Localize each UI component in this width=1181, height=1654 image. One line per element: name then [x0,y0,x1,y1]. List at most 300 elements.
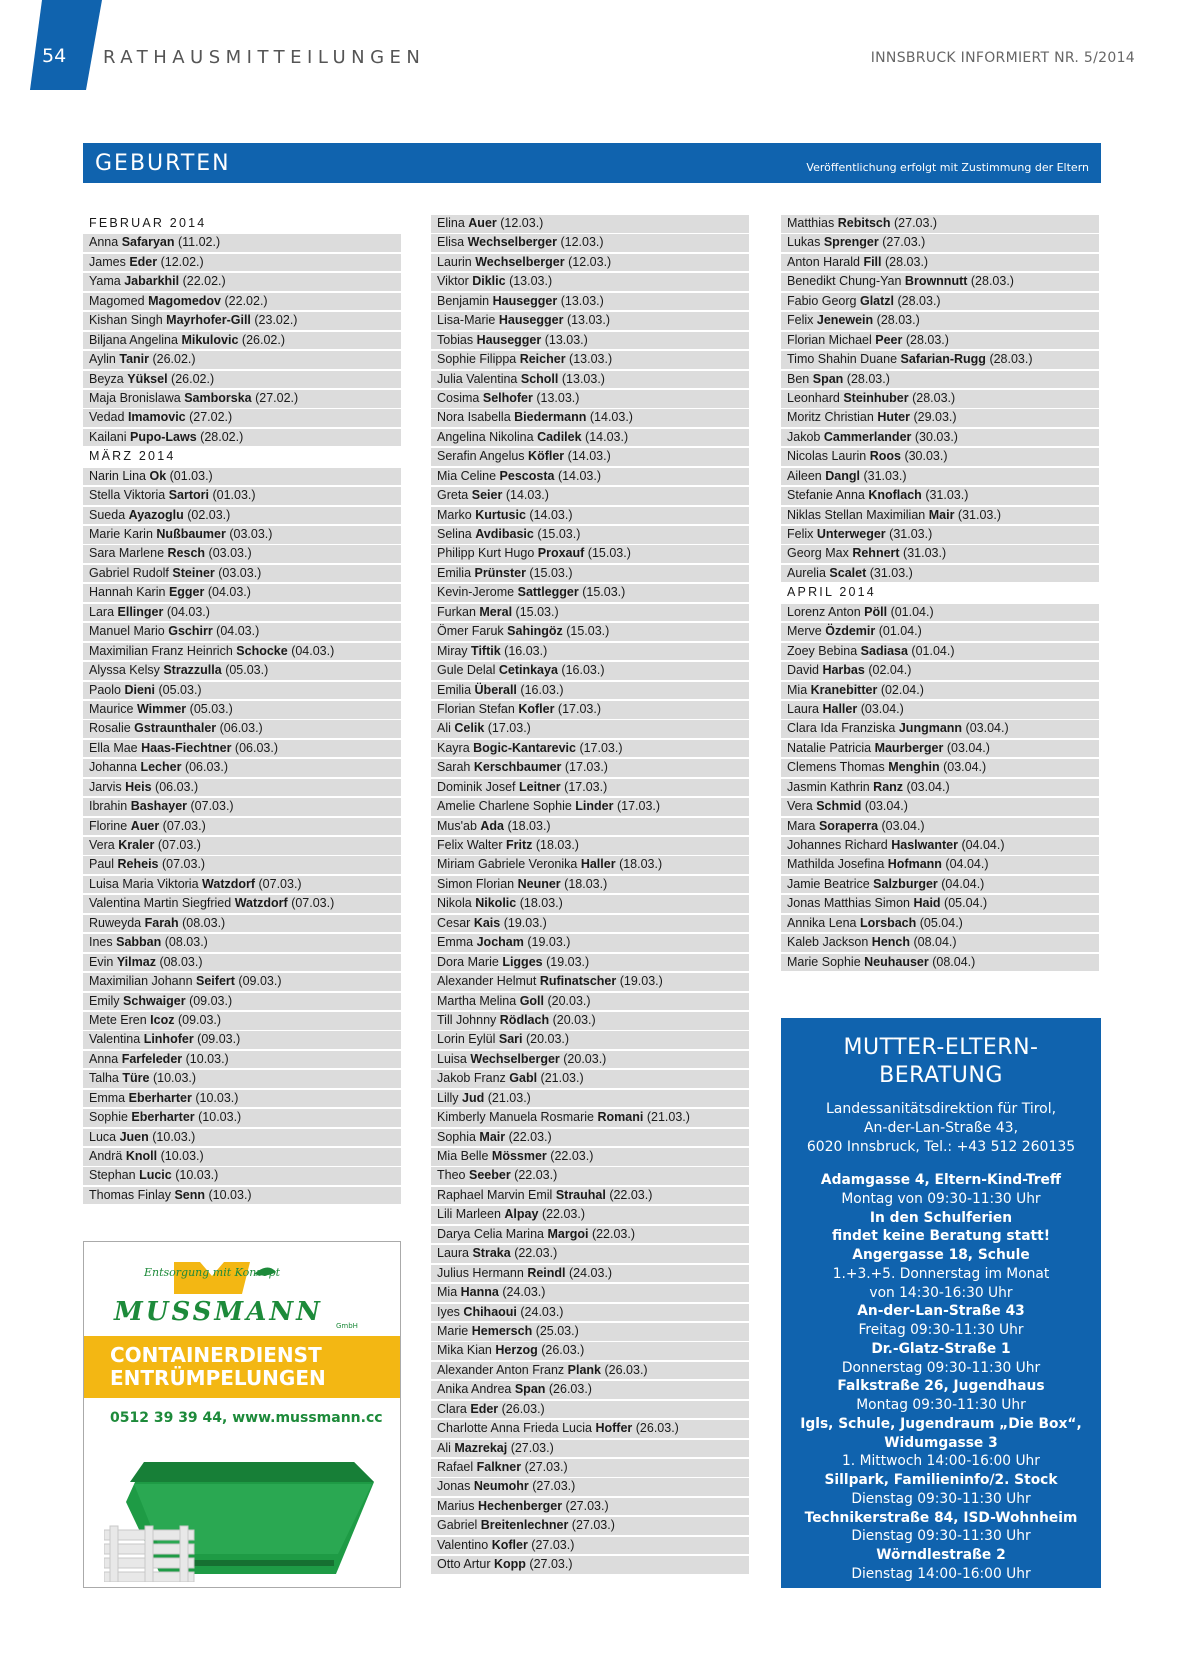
birth-entry [431,701,749,719]
first-names: Moritz Christian [787,410,874,425]
first-names: Clemens Thomas [787,760,885,775]
birth-date: (07.03.) [157,838,201,852]
birth-date: (08.03.) [159,954,203,969]
first-names: Lukas [787,235,821,250]
first-names: Ali [437,721,451,736]
first-names: Alexander Helmut [437,974,537,989]
surname: Hemersch [471,1323,533,1338]
birth-entry [83,545,401,563]
birth-date: (26.02.) [171,371,215,386]
first-names: Miray [437,643,468,658]
surname: Pöll [864,604,888,619]
box-title-line-1: MUTTER-ELTERN- [843,1035,1039,1060]
address-line: 6020 Innsbruck, Tel.: +43 512 260135 [806,1139,1076,1155]
first-names: Lisa-Marie [437,313,496,328]
surname: Yüksel [127,371,168,386]
birth-date: (29.03.) [913,410,957,425]
birth-date: (15.03.) [582,585,626,600]
birth-date: (06.03.) [219,721,263,736]
birth-entry [83,798,401,816]
birth-date: (17.03.) [579,740,623,755]
schedule-location: Falkstraße 26, Jugendhaus [837,1378,1045,1395]
birth-entry [431,798,749,816]
first-names: Fabio Georg [787,293,857,308]
surname: Cadilek [537,429,582,444]
birth-entry [83,954,401,972]
first-names: Aurelia [787,565,826,580]
surname: Huter [877,410,910,425]
banner-title: GEBURTEN [95,151,231,176]
birth-date: (22.02.) [224,293,268,308]
birth-entry [781,351,1099,369]
surname: Kranebitter [810,682,878,697]
birth-entry [781,390,1099,408]
first-names: Elina [437,216,465,230]
birth-entry [431,351,749,369]
birth-date: (11.02.) [177,235,221,250]
birth-date: (19.03.) [619,974,663,989]
surname: Safaryan [121,235,175,250]
surname: Magomedov [148,293,222,308]
surname: Alpay [504,1207,539,1222]
box-schedule [781,1171,1101,1584]
birth-entry [781,234,1099,252]
first-names: Serafin Angelus [437,449,525,464]
surname: Brownnutt [904,274,968,289]
surname: Fritz [506,838,533,852]
surname: Tiftik [471,643,501,658]
birth-date: (27.03.) [529,1557,573,1572]
birth-entry [83,934,401,952]
birth-date: (07.03.) [258,876,302,891]
first-names: Sophie [89,1110,128,1125]
surname: Heis [125,779,152,794]
birth-entry [781,526,1099,544]
first-names: Luisa Maria Viktoria [89,876,199,891]
surname: Falkner [476,1460,522,1474]
schedule-time: Dienstag 09:30-11:30 Uhr [851,1528,1031,1545]
surname: Jenewein [816,313,874,328]
birth-entry [431,1323,749,1341]
birth-entry [83,720,401,738]
birth-date: (31.03.) [903,546,947,561]
birth-entry [83,895,401,913]
surname: Gschirr [168,624,213,639]
first-names: Ruweyda [89,915,142,930]
birth-date: (09.03.) [197,1032,241,1047]
birth-entry [781,468,1099,486]
birth-entry [83,973,401,991]
surname: Rebitsch [837,216,891,230]
birth-date: (26.02.) [241,332,285,347]
surname: Knoll [125,1149,158,1163]
surname: Cetinkaya [498,663,558,678]
surname: Tanir [119,352,149,367]
first-names: Jarvis [89,779,122,794]
surname: Resch [167,546,206,561]
first-names: Tobias [437,332,474,347]
first-names: Vedad [89,410,125,425]
first-names: Marius [437,1498,475,1513]
birth-entry [83,390,401,408]
birth-date: (26.03.) [548,1382,592,1397]
birth-entry [781,312,1099,330]
birth-date: (16.03.) [520,682,564,697]
banner-note: Veröffentlichung erfolgt mit Zustimmung der Eltern [806,161,1089,174]
surname: Straka [472,1246,511,1261]
surname: Wechselberger [467,235,557,250]
birth-date: (07.03.) [162,857,206,872]
surname: Plank [567,1362,602,1377]
birth-entry [781,643,1099,661]
birth-date: (31.03.) [869,565,913,580]
first-names: Sara Marlene [89,546,165,561]
surname: Samborska [184,390,252,405]
birth-date: (31.03.) [863,468,907,483]
birth-date: (02.03.) [187,507,231,522]
surname: Rehnert [852,546,900,561]
birth-date: (13.03.) [509,274,553,289]
first-names: Kishan Singh [89,313,163,328]
first-names: Mete Eren [89,1012,147,1027]
birth-entry [431,254,749,272]
surname: Kais [473,915,501,930]
birth-entry [781,876,1099,894]
birth-date: (22.03.) [591,1226,636,1241]
birth-entry [431,1478,749,1496]
surname: Eder [470,1401,499,1416]
births-column-1 [83,215,401,1206]
first-names: Sarah [437,760,471,775]
birth-entry [431,1537,749,1555]
birth-entry [781,409,1099,427]
first-names: Gabriel Rudolf [89,565,169,580]
birth-entry [83,682,401,700]
birth-entry [83,371,401,389]
first-names: Dominik Josef [437,779,516,794]
surname: Cammerlander [823,429,912,444]
first-names: Anna [89,1051,119,1066]
first-names: Mika Kian [437,1343,492,1358]
first-names: Charlotte Anna Frieda Lucia [437,1421,592,1436]
first-names: Lara [89,604,115,619]
surname: Neumohr [473,1479,529,1494]
birth-date: (27.03.) [882,235,926,250]
birth-entry [431,1381,749,1399]
schedule-time: Freitag 09:30-11:30 Uhr [858,1322,1024,1338]
birth-date: (17.03.) [616,799,661,814]
first-names: Mara [787,818,816,833]
parent-counselling-box [781,1018,1101,1588]
surname: Ranz [873,779,904,794]
birth-entry [781,507,1099,525]
birth-date: (14.03.) [529,507,573,522]
first-names: Philipp Kurt Hugo [437,546,535,561]
birth-date: (08.04.) [913,935,957,950]
ad-headline-1: CONTAINERDIENST [110,1343,322,1367]
first-names: Emily [89,993,120,1008]
first-names: Marie Sophie [787,954,861,969]
surname: Sari [498,1032,523,1047]
birth-date: (10.03.) [208,1187,252,1202]
first-names: Vera [89,838,115,852]
birth-date: (18.03.) [519,896,563,911]
surname: Rödlach [499,1012,550,1027]
birth-entry [431,293,749,311]
surname: Chihaoui [463,1304,517,1319]
birth-entry [781,915,1099,933]
surname: Seeber [468,1168,511,1183]
schedule-time: von 14:30-16:30 Uhr [869,1284,1013,1301]
births-banner [83,143,1101,183]
birth-entry [83,468,401,486]
surname: Pescosta [499,468,555,483]
first-names: Jamie Beatrice [787,876,870,891]
birth-date: (12.02.) [160,254,204,269]
surname: Hench [871,935,910,950]
surname: Scholl [520,371,559,386]
section-title: RATHAUSMITTEILUNGEN [103,47,426,68]
surname: Goll [519,993,544,1008]
first-names: Felix Walter [437,838,503,852]
birth-date: (21.03.) [540,1071,584,1086]
address-line: An-der-Lan-Straße 43, [863,1120,1019,1136]
surname: Bogic-Kantarevic [473,740,576,755]
first-names: Rosalie [89,721,131,736]
birth-entry [431,215,749,233]
first-names: Clara [437,1401,467,1416]
birth-entry [83,254,401,272]
surname: Soraperra [818,818,879,833]
surname: Imamovic [127,410,186,425]
birth-date: (18.03.) [535,838,579,852]
birth-entry [431,1420,749,1438]
schedule-time: Donnerstag 09:30-11:30 Uhr [841,1359,1041,1376]
surname: Biedermann [514,410,587,425]
surname: Reicher [519,352,566,367]
birth-date: (03.04.) [943,760,987,775]
birth-date: (14.03.) [589,410,633,425]
first-names: Biljana Angelina [89,332,178,347]
box-title [781,1034,1101,1090]
surname: Eder [129,254,158,269]
surname: Steinhuber [843,390,909,405]
first-names: Otto Artur [437,1557,491,1572]
surname: Menghin [888,760,940,775]
first-names: Valentino [437,1537,489,1552]
birth-date: (22.03.) [514,1168,558,1183]
birth-entry [781,954,1099,972]
surname: Strazzulla [163,663,222,678]
first-names: Luisa [437,1051,467,1066]
surname: Sartori [168,488,209,503]
surname: Watzdorf [234,896,288,911]
schedule-time: Dienstag 09:30-11:30 Uhr [851,1490,1031,1507]
birth-entry [431,1556,749,1574]
birth-entry [431,1342,749,1360]
birth-entry [781,604,1099,622]
surname: Fill [863,254,882,269]
surname: Peer [875,332,903,347]
first-names: Marie [437,1323,469,1338]
box-address [781,1100,1101,1157]
surname: Kraler [118,838,155,852]
first-names: Lorenz Anton [787,604,861,619]
surname: Farfeleder [121,1051,183,1066]
birth-entry [83,740,401,758]
birth-date: (19.03.) [527,935,571,950]
surname: Überall [474,682,517,697]
birth-date: (04.03.) [166,604,210,619]
birth-date: (08.04.) [932,954,976,969]
schedule-time: 1. Mittwoch 14:00-16:00 Uhr [842,1453,1040,1470]
birth-date: (04.04.) [945,857,989,872]
birth-entry [431,1245,749,1263]
first-names: Cesar [437,915,471,930]
birth-entry [83,234,401,252]
first-names: Dora Marie [437,954,499,969]
first-names: Amelie Charlene Sophie [437,799,572,814]
first-names: Lili Marleen [437,1207,501,1222]
birth-date: (03.03.) [218,565,262,580]
first-names: Sophia [437,1129,476,1144]
birth-entry [781,565,1099,583]
birth-entry [781,371,1099,389]
surname: Glatzl [859,293,895,308]
surname: Hechenberger [478,1498,563,1513]
surname: Hofmann [887,857,942,872]
first-names: Talha [89,1071,119,1086]
birth-date: (03.04.) [864,799,908,814]
birth-date: (14.03.) [567,449,611,464]
surname: Gstraunthaler [134,721,217,736]
schedule-time: 1.+3.+5. Donnerstag im Monat [832,1265,1050,1282]
birth-entry [431,993,749,1011]
first-names: Maja Bronislawa [89,390,181,405]
birth-date: (27.02.) [255,390,299,405]
birth-entry [431,1109,749,1127]
surname: Yilmaz [116,954,156,969]
first-names: Georg Max [787,546,849,561]
birth-date: (20.03.) [563,1051,607,1066]
birth-date: (03.04.) [906,779,950,794]
surname: Egger [168,585,205,600]
birth-date: (02.04.) [868,663,912,678]
first-names: Laura [437,1246,469,1261]
birth-date: (22.03.) [514,1246,558,1261]
first-names: Ines [89,935,113,950]
birth-date: (22.03.) [508,1129,552,1144]
surname: Auer [130,818,160,833]
first-names: Jakob Franz [437,1071,506,1086]
first-names: Stephan [89,1168,136,1183]
surname: Sprenger [823,235,879,250]
first-names: Nicolas Laurin [787,449,867,464]
birth-entry [431,332,749,350]
first-names: Elisa [437,235,465,250]
birth-entry [431,1284,749,1302]
surname: Mazrekaj [454,1440,508,1455]
birth-date: (21.03.) [487,1090,531,1105]
birth-entry [781,448,1099,466]
first-names: Furkan [437,604,476,619]
page-number: 54 [42,45,67,67]
birth-date: (12.03.) [500,216,544,230]
first-names: Emma [437,935,474,950]
birth-date: (20.03.) [525,1032,570,1047]
birth-entry [83,273,401,291]
schedule-time: Montag 09:30-11:30 Uhr [856,1397,1026,1413]
birth-date: (05.04.) [944,896,988,911]
births-column-2 [431,215,749,1576]
first-names: Viktor [437,274,469,289]
surname: Kerschbaumer [473,760,562,775]
month-heading: MÄRZ 2014 [83,448,401,466]
birth-date: (04.03.) [291,643,335,658]
surname: Sabban [116,935,162,950]
birth-entry [431,1401,749,1419]
first-names: Maximilian Franz Heinrich [89,643,233,658]
birth-date: (28.03.) [885,254,929,269]
birth-entry [83,332,401,350]
birth-entry [83,915,401,933]
birth-date: (10.03.) [198,1110,242,1125]
first-names: Vera [787,799,813,814]
birth-entry [431,662,749,680]
birth-entry [431,895,749,913]
birth-date: (24.03.) [520,1304,564,1319]
first-names: Manuel Mario [89,624,165,639]
birth-date: (14.03.) [505,488,549,503]
first-names: Ella Mae [89,740,138,755]
birth-entry [431,1148,749,1166]
birth-entry [83,1070,401,1088]
first-names: Iyes [437,1304,460,1319]
surname: Lucic [139,1168,172,1183]
birth-entry [83,429,401,447]
surname: Mössmer [491,1149,547,1163]
ad-brand-suffix: GmbH [336,1322,358,1330]
birth-entry [431,565,749,583]
birth-entry [781,740,1099,758]
birth-entry [431,643,749,661]
first-names: Valentina Martin Siegfried [89,896,232,911]
birth-entry [83,1167,401,1185]
birth-date: (27.03.) [571,1518,615,1533]
birth-date: (10.03.) [152,1071,197,1086]
birth-date: (04.03.) [207,585,251,600]
birth-date: (27.03.) [531,1537,575,1552]
birth-entry [781,798,1099,816]
surname: Özdemir [825,624,876,639]
surname: Haslwanter [891,838,958,852]
birth-entry [83,1129,401,1147]
birth-entry [83,293,401,311]
first-names: Natalie Patricia [787,740,872,755]
first-names: Anika Andrea [437,1382,512,1397]
surname: Reheis [117,857,159,872]
surname: Sattlegger [517,585,579,600]
birth-date: (28.03.) [912,390,956,405]
birth-date: (28.03.) [897,293,941,308]
first-names: Sophie Filippa [437,352,517,367]
first-names: Alyssa Kelsy [89,663,160,678]
birth-date: (08.03.) [164,935,208,950]
birth-date: (27.03.) [532,1479,576,1494]
surname: Pupo-Laws [130,429,197,444]
first-names: Raphael Marvin Emil [437,1187,553,1202]
birth-entry [83,1031,401,1049]
